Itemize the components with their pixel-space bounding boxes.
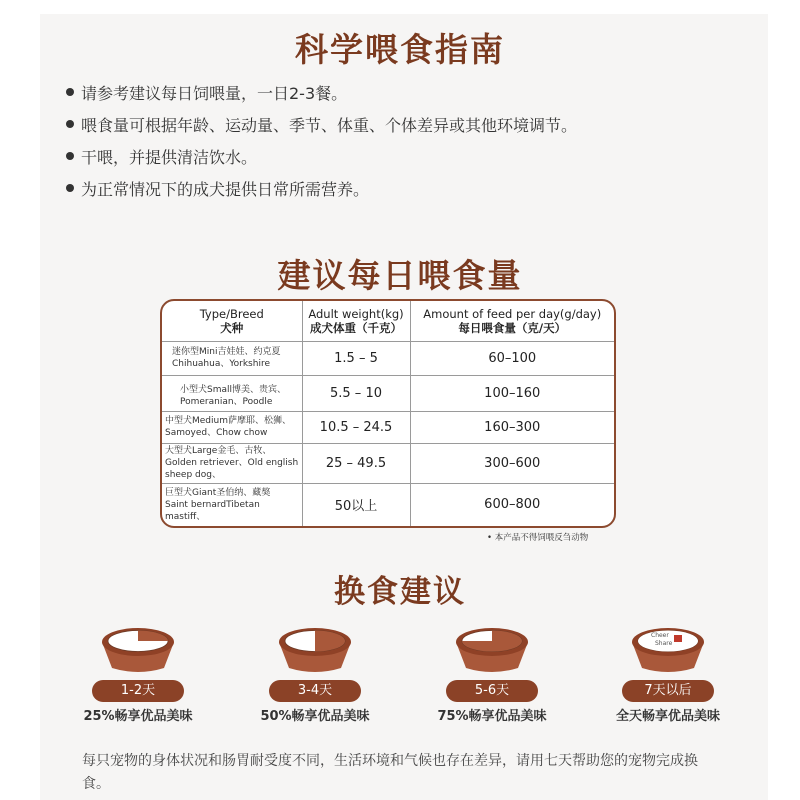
- breed-line: 巨型犬Giant圣伯纳、藏獒: [165, 487, 271, 498]
- breed-cell: [162, 375, 302, 411]
- stage-caption: 全天畅享优品美味: [615, 709, 720, 724]
- food-switch-title: 换食建议: [334, 574, 466, 610]
- header-weight-en: Adult weight(kg): [308, 306, 404, 321]
- breed-line: Pomeranian、Poodle: [180, 396, 273, 407]
- food-bowl-icon: [275, 620, 355, 676]
- header-weight-zh: 成犬体重（千克）: [310, 320, 402, 335]
- breed-line: Saint bernardTibetan mastiff、: [165, 499, 260, 522]
- stage-days-pill: 5-6天: [446, 680, 538, 702]
- weight-cell: 1.5 – 5: [302, 341, 410, 375]
- bullet-dot-icon: [66, 120, 74, 128]
- stage-days-pill: 1-2天: [92, 680, 184, 702]
- weight-cell: 5.5 – 10: [302, 375, 410, 411]
- feeding-guide-list: [66, 76, 577, 204]
- header-breed-en: Type/Breed: [199, 306, 264, 321]
- switch-stage: [235, 620, 395, 724]
- breed-cell: [162, 341, 302, 375]
- guide-bullet-text: 为正常情况下的成犬提供日常所需营养。: [81, 179, 370, 199]
- new-food-slice: [138, 631, 168, 642]
- food-bowl-icon: [98, 620, 178, 676]
- header-feed: [410, 301, 614, 341]
- table-header-row: [162, 301, 614, 341]
- stage-days-pill: 3-4天: [269, 680, 361, 702]
- food-bowl-icon: [452, 620, 532, 676]
- breed-line: Golden retriever、Old english: [165, 458, 299, 468]
- table-row: [162, 443, 614, 483]
- breed-line: Samoyed、Chow chow: [165, 428, 268, 438]
- table-row: [162, 375, 614, 411]
- feeding-table: [160, 299, 616, 528]
- breed-cell: [162, 443, 302, 483]
- bullet-dot-icon: [66, 88, 74, 96]
- header-weight: [302, 301, 410, 341]
- guide-bullet: [66, 76, 577, 108]
- switch-stage: [412, 620, 572, 724]
- switch-stage: [588, 620, 748, 724]
- feed-cell: 60–100: [410, 341, 614, 375]
- brand-mark-text: Share: [655, 640, 673, 647]
- weight-cell: 10.5 – 24.5: [302, 411, 410, 443]
- breed-line: 小型犬Small博美、贵宾、: [180, 384, 286, 395]
- ruminant-warning-note: • 本产品不得饲喂反刍动物: [487, 533, 589, 543]
- table-row: [162, 341, 614, 375]
- breed-line: 中型犬Medium萨摩耶、松狮、: [165, 416, 291, 426]
- feed-cell: 300–600: [410, 443, 614, 483]
- breed-cell: [162, 483, 302, 526]
- guide-bullet-text: 干喂，并提供清洁饮水。: [81, 147, 258, 167]
- table-row: [162, 483, 614, 526]
- guide-bullet: [66, 108, 577, 140]
- feeding-guide-title: 科学喂食指南: [295, 30, 505, 69]
- feed-cell: 600–800: [410, 483, 614, 526]
- weight-cell: 25 – 49.5: [302, 443, 410, 483]
- stage-days-pill: 7天以后: [622, 680, 714, 702]
- daily-amount-title: 建议每日喂食量: [277, 256, 523, 295]
- stage-caption: 75%畅享优品美味: [437, 709, 547, 724]
- brand-mark-text: Cheer: [651, 632, 669, 639]
- feed-cell: 160–300: [410, 411, 614, 443]
- bullet-dot-icon: [66, 152, 74, 160]
- breed-line: sheep dog、: [165, 470, 221, 480]
- feed-cell: 100–160: [410, 375, 614, 411]
- header-breed: [162, 301, 302, 341]
- table-row: [162, 411, 614, 443]
- bullet-dot-icon: [66, 184, 74, 192]
- guide-bullet: [66, 172, 577, 204]
- switch-stage: [58, 620, 218, 724]
- weight-cell: 50以上: [302, 483, 410, 526]
- guide-bullet-text: 喂食量可根据年龄、运动量、季节、体重、个体差异或其他环境调节。: [81, 115, 578, 135]
- brand-seal-icon: [674, 635, 682, 642]
- breed-cell: [162, 411, 302, 443]
- stage-caption: 25%畅享优品美味: [83, 709, 193, 724]
- breed-line: 大型犬Large金毛、古牧、: [165, 446, 272, 456]
- breed-line: Chihuahua、Yorkshire: [172, 359, 270, 369]
- breed-line: 迷你型Mini吉娃娃、约克夏: [172, 347, 281, 357]
- stage-caption: 50%畅享优品美味: [260, 709, 370, 724]
- guide-bullet: [66, 140, 577, 172]
- header-feed-en: Amount of feed per day(g/day): [423, 306, 602, 321]
- food-bowl-icon: [628, 620, 708, 676]
- food-switch-footer-text: 每只宠物的身体状况和肠胃耐受度不同，生活环境和气候也存在差异，请用七天帮助您的宠物完成换食。: [82, 753, 698, 792]
- header-feed-zh: 每日喂食量（克/天）: [458, 320, 567, 335]
- header-breed-zh: 犬种: [220, 320, 244, 335]
- guide-bullet-text: 请参考建议每日饲喂量，一日2-3餐。: [81, 83, 348, 103]
